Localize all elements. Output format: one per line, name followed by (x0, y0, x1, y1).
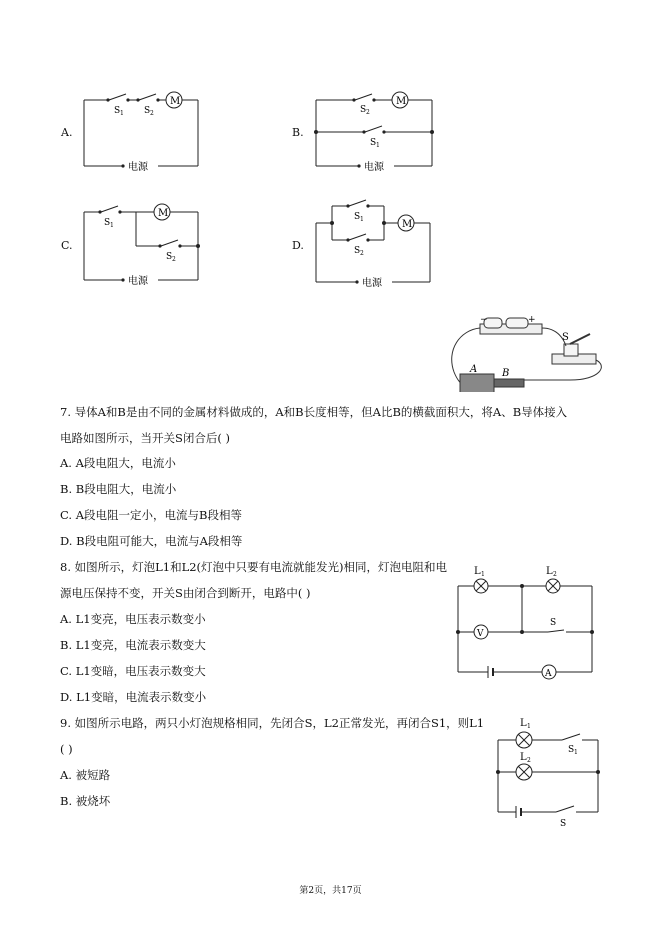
lamp-l2-label: L (520, 752, 527, 763)
power-source-label: 电源 (128, 162, 148, 173)
q7-option-c: C. A段电阻一定小，电流与B段相等 (60, 508, 242, 522)
q7-text-line1: 7. 导体A和B是由不同的金属材料做成的，A和B长度相等，但A比B的横截面积大，将A、B导体接入 (60, 405, 568, 419)
switch-s2-label: S (354, 246, 361, 256)
motor-label: M (158, 208, 169, 219)
motor-label: M (396, 96, 407, 107)
battery-minus: − (480, 315, 488, 325)
lamp-l1-label: L (520, 718, 527, 729)
switch-label: S (550, 618, 557, 628)
switch-s1-sub: 1 (110, 222, 114, 229)
q8-circuit-figure (452, 562, 602, 688)
option-d-label: D. (292, 239, 304, 252)
lamp-l2-sub: 2 (553, 571, 557, 578)
q9-circuit-figure (492, 714, 604, 828)
q7-apparatus-figure (440, 310, 610, 392)
circuit-diagram-c (80, 200, 205, 292)
circuit-diagram-b (312, 88, 437, 178)
q7-option-d: D. B段电阻可能大，电流与A段相等 (60, 534, 243, 548)
switch-s2-label: S (360, 105, 367, 115)
q7-text-line2: 电路如图所示，当开关S闭合后( ) (60, 431, 231, 445)
option-c-label: C. (61, 239, 73, 252)
switch-s1-label: S (114, 106, 121, 116)
q9-option-b: B. 被烧坏 (60, 794, 111, 808)
switch-s1-sub: 1 (120, 110, 124, 117)
switch-s2-label: S (166, 252, 173, 262)
switch-s2-label: S (144, 106, 151, 116)
q8-text-line2: 源电压保持不变，开关S由闭合到断开，电路中( ) (60, 586, 311, 600)
power-source-label: 电源 (128, 276, 148, 287)
q8-option-d: D. L1变暗，电流表示数变小 (60, 690, 207, 704)
switch-s-label: S (560, 819, 567, 828)
switch-s1-label: S (104, 218, 111, 228)
q9-option-a: A. 被短路 (60, 768, 111, 782)
power-source-label: 电源 (364, 162, 384, 173)
voltmeter-label: V (477, 629, 484, 639)
q8-option-c: C. L1变暗，电压表示数变大 (60, 664, 206, 678)
switch-s2-sub: 2 (360, 250, 364, 257)
switch-s1-label: S (370, 138, 377, 148)
circuit-diagram-a (80, 88, 205, 178)
q7-option-b: B. B段电阻大，电流小 (60, 482, 177, 496)
page-footer: 第2页，共17页 (299, 886, 362, 896)
switch-label: S (562, 332, 569, 343)
power-source-label: 电源 (362, 278, 382, 289)
q8-option-a: A. L1变亮，电压表示数变小 (60, 612, 206, 626)
motor-label: M (170, 96, 181, 107)
q7-option-a: A. A段电阻大，电流小 (60, 456, 176, 470)
lamp-l2-label: L (546, 566, 553, 577)
conductor-a-label: A (470, 364, 478, 375)
lamp-l2-sub: 2 (527, 757, 531, 764)
option-a-label: A. (61, 126, 73, 139)
switch-s1-sub: 1 (574, 749, 578, 756)
switch-s2-sub: 2 (150, 110, 154, 117)
motor-label: M (402, 219, 413, 230)
option-b-label: B. (292, 126, 304, 139)
switch-s1-sub: 1 (376, 142, 380, 149)
switch-s2-sub: 2 (366, 109, 370, 116)
lamp-l1-sub: 1 (481, 571, 485, 578)
q9-text-line1: 9. 如图所示电路，两只小灯泡规格相同，先闭合S，L2正常发光，再闭合S1，则L1 (60, 716, 485, 730)
switch-s2-sub: 2 (172, 256, 176, 263)
q8-option-b: B. L1变亮，电流表示数变大 (60, 638, 206, 652)
lamp-l1-sub: 1 (527, 723, 531, 730)
conductor-b-label: B (502, 368, 510, 379)
q9-text-line2: ( ) (60, 742, 73, 756)
battery-plus: + (528, 315, 536, 325)
switch-s1-label: S (354, 212, 361, 222)
lamp-l1-label: L (474, 566, 481, 577)
ammeter-label: A (545, 669, 552, 679)
switch-s1-label: S (568, 745, 575, 755)
switch-s1-sub: 1 (360, 216, 364, 223)
q8-text-line1: 8. 如图所示，灯泡L1和L2(灯泡中只要有电流就能发光)相同，灯泡电阻和电 (60, 560, 448, 574)
circuit-diagram-d (312, 196, 437, 296)
